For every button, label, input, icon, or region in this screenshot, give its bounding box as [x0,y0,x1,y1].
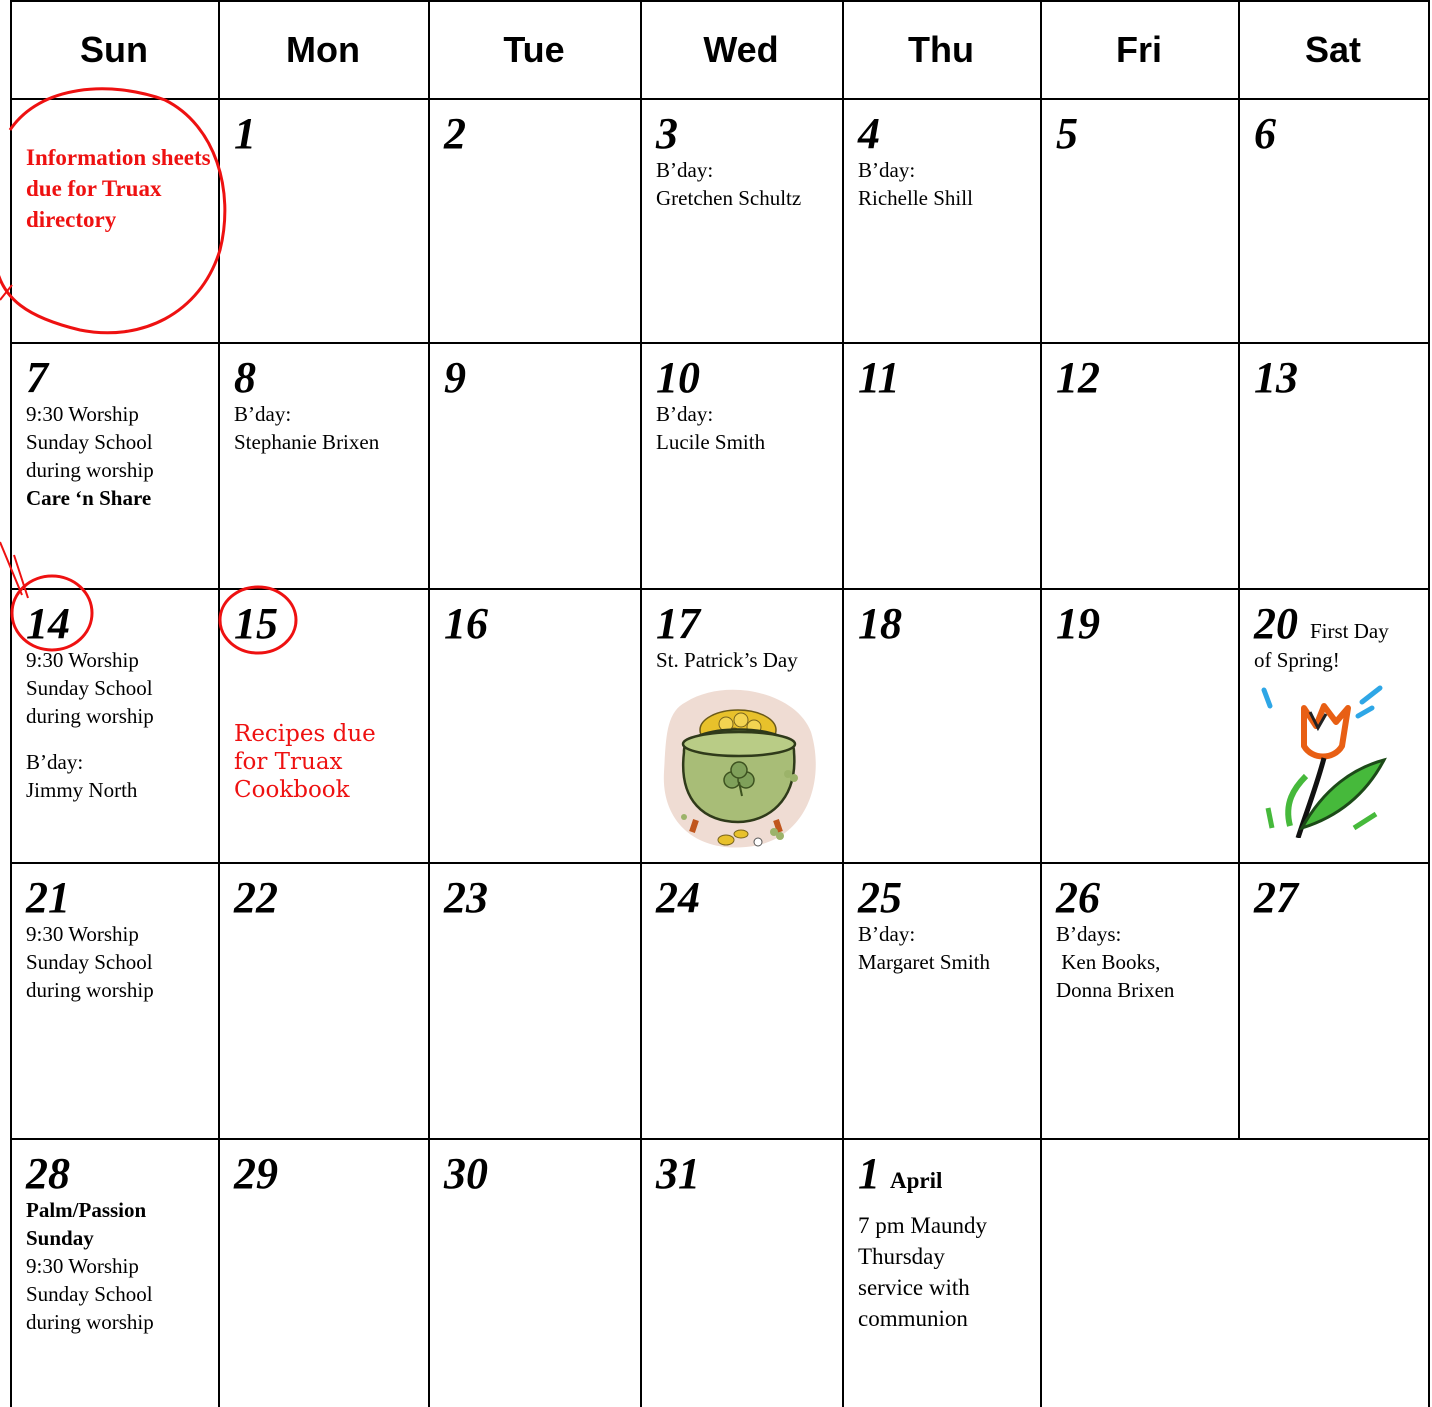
day-number: 8 [234,353,256,402]
spring-note: of Spring! [1254,648,1340,672]
day-number: 30 [444,1149,488,1198]
day-number: 27 [1254,873,1298,922]
day-cell[interactable] [844,1140,1040,1334]
spring-note: First Day [1310,619,1389,643]
day-cell[interactable] [12,590,218,804]
day-cell[interactable] [220,1140,428,1196]
day-number: 23 [444,873,488,922]
day-number: 26 [1056,873,1100,922]
day-number: 1 [858,1149,880,1198]
weekday-mon: Mon [286,29,360,70]
weekday-sat: Sat [1304,29,1362,70]
holiday-note: St. Patrick’s Day [656,648,798,672]
day-number: 7 [26,353,48,402]
grid-line [1428,0,1430,1407]
day-cell[interactable] [844,100,1040,212]
day-cell[interactable] [1240,100,1428,156]
recipes-note: Recipes due for Truax Cookbook [234,721,376,803]
birthday-note: B’day: Jimmy North [26,750,138,802]
weekday-fri: Fri [1115,29,1162,70]
day-cell[interactable] [1042,864,1238,1004]
day-cell[interactable] [12,1140,218,1336]
month-label: April [890,1168,943,1193]
day-cell[interactable] [430,864,640,920]
day-cell[interactable] [642,1140,842,1196]
day-cell[interactable] [220,100,428,156]
day-number: 24 [656,873,700,922]
day-number: 3 [656,109,678,158]
day-cell[interactable] [430,1140,640,1196]
tulip-icon [1254,678,1404,838]
worship-note: 9:30 Worship Sunday School during worship [26,402,154,482]
day-number: 28 [26,1149,70,1198]
day-cell[interactable] [642,100,842,212]
day-number: 31 [656,1149,700,1198]
birthday-note: B’day: Margaret Smith [858,922,991,974]
day-number: 25 [858,873,902,922]
weekday-wed: Wed [703,29,779,70]
info-sheets-note: Information sheets due for Truax directory [26,145,211,232]
day-cell[interactable] [1042,590,1238,646]
day-cell[interactable] [642,344,842,456]
day-number: 13 [1254,353,1298,402]
day-cell[interactable] [1042,100,1238,156]
worship-note: 9:30 Worship Sunday School during worship [26,648,154,728]
day-cell[interactable] [220,344,428,456]
grid-line [1238,0,1240,1140]
day-cell[interactable] [12,344,218,512]
day-cell[interactable] [1042,344,1238,400]
day-cell[interactable] [430,100,640,156]
day-number: 10 [656,353,700,402]
day-number: 5 [1056,109,1078,158]
pot-of-gold-icon [656,682,821,852]
day-number: 16 [444,599,488,648]
day-number: 11 [858,353,900,402]
maundy-note: 7 pm Maundy Thursday service with communion [858,1213,988,1331]
worship-note: 9:30 Worship Sunday School during worship [26,922,154,1002]
day-cell[interactable] [430,590,640,646]
birthday-note: B’day: Stephanie Brixen [234,402,380,454]
day-cell[interactable] [642,590,842,857]
day-cell[interactable] [220,864,428,920]
day-number: 6 [1254,109,1276,158]
day-number: 29 [234,1149,278,1198]
birthday-note: B’days: Ken Books, Donna Brixen [1056,922,1175,1002]
grid-line [1040,0,1042,1407]
day-number: 9 [444,353,466,402]
day-cell[interactable] [844,590,1040,646]
day-number: 18 [858,599,902,648]
day-cell[interactable] [642,864,842,920]
day-number: 1 [234,109,256,158]
day-heading [1254,599,1428,648]
day-number: 12 [1056,353,1100,402]
day-number: 17 [656,599,700,648]
day-cell[interactable] [12,864,218,1004]
day-number: 14 [26,599,70,648]
day-cell[interactable] [1240,864,1428,920]
day-cell[interactable] [844,864,1040,976]
day-number: 21 [26,873,70,922]
day-number: 19 [1056,599,1100,648]
day-number: 22 [234,873,278,922]
day-cell[interactable] [1240,590,1428,843]
birthday-note: B’day: Gretchen Schultz [656,158,802,210]
day-cell-empty [12,100,218,235]
weekday-sun: Sun [80,29,148,70]
day-number: 4 [858,109,880,158]
day-cell[interactable] [430,344,640,400]
day-cell[interactable] [1240,344,1428,400]
day-number: 20 [1254,599,1298,648]
birthday-note: B’day: Richelle Shill [858,158,973,210]
day-number: 2 [444,109,466,158]
event-note: Palm/Passion Sunday [26,1198,147,1250]
day-heading [858,1149,1040,1198]
event-note: Care ‘n Share [26,486,152,510]
birthday-note: B’day: Lucile Smith [656,402,766,454]
worship-note: 9:30 Worship Sunday School during worship [26,1254,154,1334]
day-cell[interactable] [844,344,1040,400]
day-cell[interactable] [220,590,428,804]
weekday-tue: Tue [503,29,565,70]
weekday-thu: Thu [908,29,974,70]
day-number: 15 [234,599,278,648]
